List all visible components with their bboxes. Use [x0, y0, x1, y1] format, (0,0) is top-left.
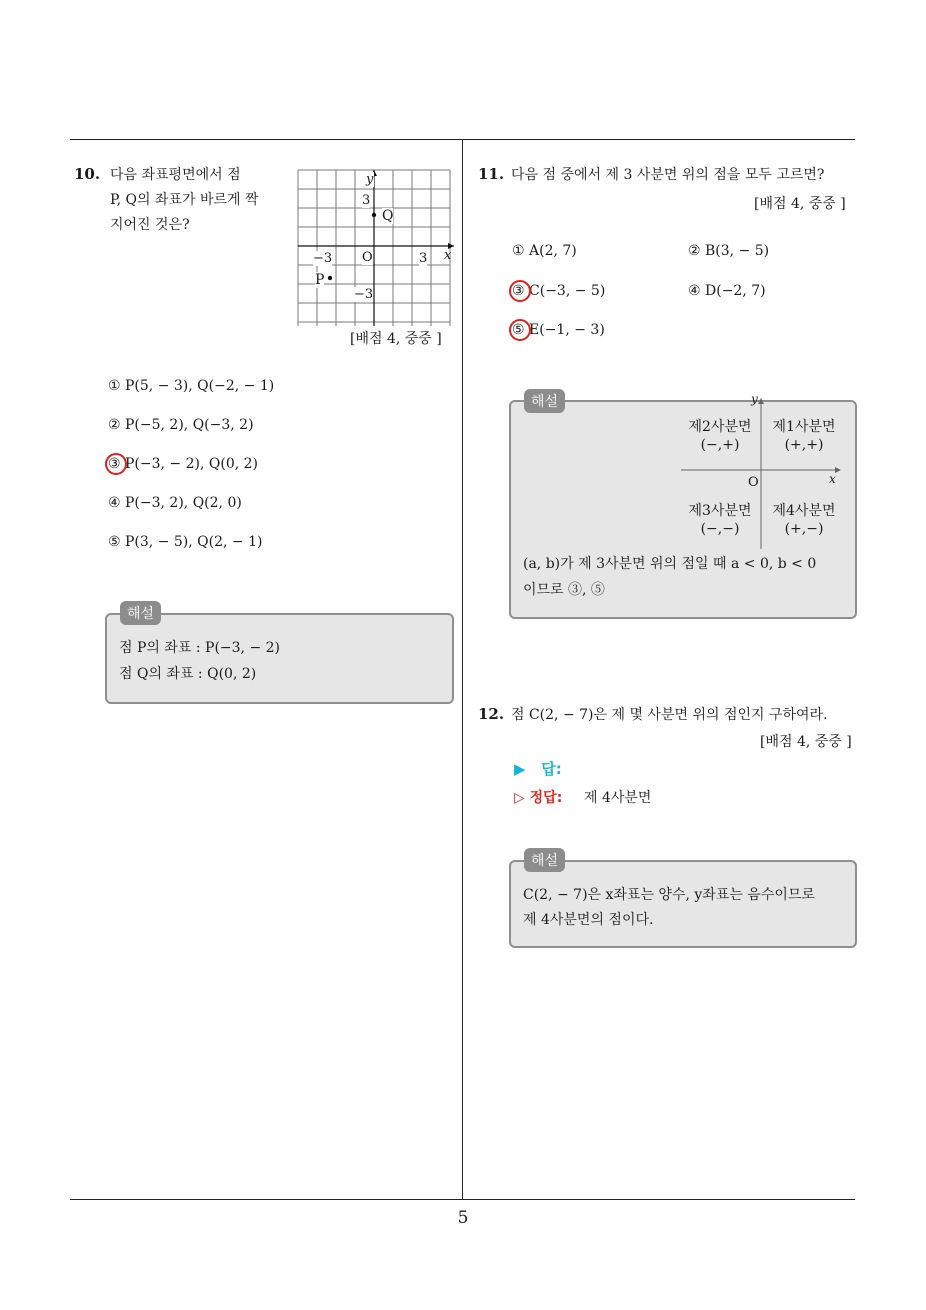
- choice-text: P(−3, − 2), Q(0, 2): [125, 456, 259, 472]
- q12-answer-label: ▶ 답:: [514, 760, 562, 778]
- q10-graph-origin: O: [362, 250, 373, 265]
- q10-graph-point-p-label: P: [315, 272, 325, 288]
- choice-text: B(3, − 5): [705, 243, 770, 259]
- q10-graph-y-label: y: [366, 172, 374, 187]
- q11-explanation-line-1: (a, b)가 제 3사분면 위의 점일 때 a < 0, b < 0: [523, 556, 817, 572]
- q10-text-line-2: P, Q의 좌표가 바르게 짝: [110, 192, 259, 208]
- q10-graph-tick-x-3: −3: [313, 251, 333, 266]
- q11-quadrant-3: [680, 502, 760, 538]
- q10-choice-3[interactable]: [108, 456, 258, 472]
- choice-marker: ④: [688, 283, 701, 299]
- quadrant-name: 제1사분면: [772, 419, 836, 435]
- choice-marker: ①: [512, 243, 525, 259]
- quadrant-name: 제2사분면: [688, 419, 752, 435]
- q10-coordinate-grid: [296, 168, 458, 328]
- choice-marker: ⑤: [512, 322, 525, 338]
- q11-quadrant-2: [680, 418, 760, 454]
- q11-diagram-origin: O: [748, 475, 759, 490]
- q12-meta: [배점 4, 중중 ]: [760, 734, 852, 750]
- q12-text: 점 C(2, − 7)은 제 몇 사분면 위의 점인지 구하여라.: [511, 707, 828, 723]
- q11-explanation-box: [509, 392, 857, 619]
- q10-answer-circle: [105, 453, 127, 475]
- quadrant-sign: (−,+): [700, 437, 740, 453]
- quadrant-name: 제3사분면: [688, 503, 752, 519]
- choice-marker: ①: [108, 378, 121, 394]
- q11-number: 11.: [478, 165, 505, 183]
- q12-correct-label: ▷ 정답:: [514, 790, 563, 806]
- q11-meta: [배점 4, 중중 ]: [754, 196, 846, 212]
- q11-explanation-tag: 해설: [524, 389, 565, 413]
- q11-answer-circle-5: [509, 319, 531, 341]
- choice-marker: ④: [108, 495, 121, 511]
- q10-graph-tick-x3: 3: [419, 251, 428, 266]
- q10-text: [110, 163, 280, 238]
- q10-choice-5[interactable]: [108, 534, 262, 550]
- choice-marker: ②: [688, 243, 701, 259]
- q10-choice-4[interactable]: [108, 495, 242, 511]
- point-q-dot: [372, 213, 376, 217]
- choice-text: C(−3, − 5): [529, 283, 606, 299]
- q10-graph-tick-y-3: −3: [354, 287, 374, 302]
- choice-text: P(−3, 2), Q(2, 0): [125, 495, 242, 511]
- q12-explanation-line-1: C(2, − 7)은 x좌표는 양수, y좌표는 음수이므로: [523, 887, 815, 903]
- q11-quadrant-1: [764, 418, 844, 454]
- q11-choice-1[interactable]: [512, 243, 577, 259]
- q11-quadrant-4: [764, 502, 844, 538]
- q10-meta: [배점 4, 중중 ]: [350, 331, 442, 347]
- q10-graph-point-q-label: Q: [382, 208, 394, 224]
- q12-number: 12.: [478, 705, 505, 723]
- choice-marker: ③: [512, 283, 525, 299]
- q10-choice-1[interactable]: [108, 378, 274, 394]
- q11-explanation-line-2: 이므로 ③, ⑤: [523, 582, 605, 598]
- q10-graph-tick-y3: 3: [362, 193, 371, 208]
- page-number: 5: [457, 1208, 469, 1228]
- choice-text: D(−2, 7): [705, 283, 766, 299]
- quadrant-sign: (+,−): [784, 521, 824, 537]
- q11-text: 다음 점 중에서 제 3 사분면 위의 점을 모두 고르면?: [511, 167, 825, 183]
- choice-text: P(−5, 2), Q(−3, 2): [125, 417, 254, 433]
- q12-explanation-line-2: 제 4사분면의 점이다.: [523, 912, 654, 928]
- q10-explanation-tag: 해설: [120, 601, 161, 625]
- q10-text-line-3: 지어진 것은?: [110, 217, 190, 233]
- q11-answer-circle-3: [509, 280, 531, 302]
- quadrant-name: 제4사분면: [772, 503, 836, 519]
- point-p-dot: [328, 276, 332, 280]
- q10-text-line-1: 다음 좌표평면에서 점: [110, 167, 241, 183]
- q10-choice-2[interactable]: [108, 417, 254, 433]
- q12-explanation-tag: 해설: [524, 848, 565, 872]
- quadrant-sign: (+,+): [784, 437, 824, 453]
- choice-text: P(5, − 3), Q(−2, − 1): [125, 378, 275, 394]
- q10-number: 10.: [74, 165, 101, 183]
- q11-choice-2[interactable]: [688, 243, 769, 259]
- q12-correct-value: 제 4사분면: [584, 790, 652, 806]
- q10-explanation-line-1: 점 P의 좌표 : P(−3, − 2): [119, 640, 281, 656]
- choice-text: P(3, − 5), Q(2, − 1): [125, 534, 263, 550]
- q11-diagram-y-label: y: [751, 392, 758, 406]
- choice-marker: ③: [108, 456, 121, 472]
- bottom-rule: [70, 1199, 855, 1200]
- choice-text: E(−1, − 3): [529, 322, 605, 338]
- choice-marker: ②: [108, 417, 121, 433]
- q11-choice-4[interactable]: [688, 283, 766, 299]
- q10-graph-x-label: x: [444, 248, 452, 263]
- q12-explanation-box: [509, 860, 857, 948]
- q11-y-arrow: [758, 398, 764, 404]
- q10-explanation-line-2: 점 Q의 좌표 : Q(0, 2): [119, 666, 257, 682]
- choice-text: A(2, 7): [529, 243, 577, 259]
- q11-diagram-x-label: x: [829, 472, 836, 486]
- column-divider: [462, 139, 463, 1200]
- choice-marker: ⑤: [108, 534, 121, 550]
- quadrant-sign: (−,−): [700, 521, 740, 537]
- q10-explanation-box: [105, 613, 454, 704]
